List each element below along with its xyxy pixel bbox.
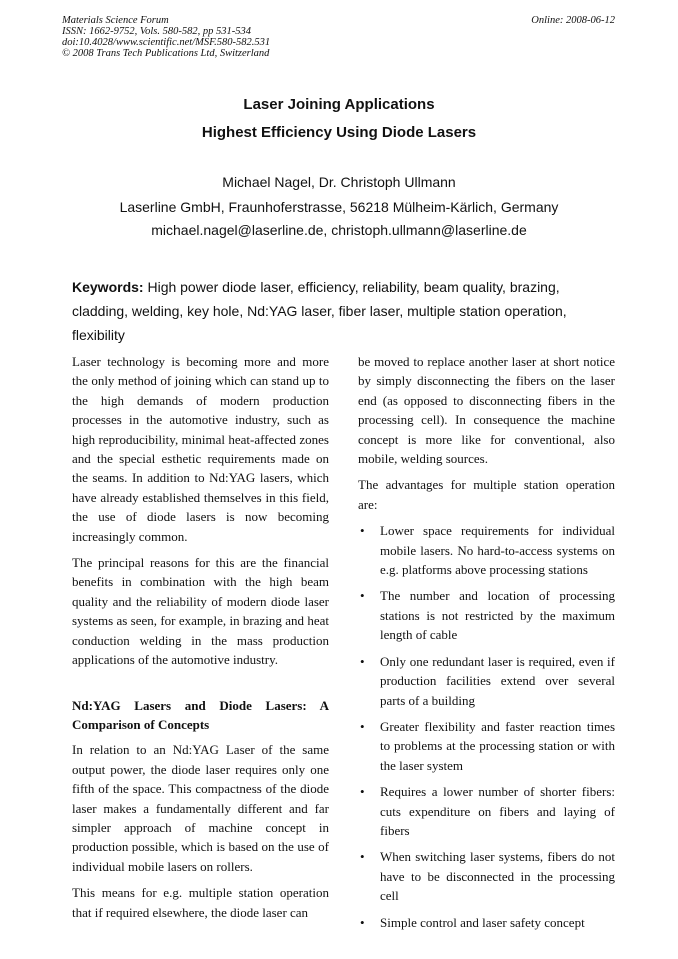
bullet-icon: • xyxy=(360,914,365,930)
paragraph: Laser technology is becoming more and more the only method of joining which can stand up to the high demands of modern production processes in the automotive industry, such as high reproducibility, minimal heat-affected zones and the special esthetic requirements made on the seams. In addition to Nd:YAG lasers, which have already established themselves in this field, the use of diode lasers is now becoming increasingly common. xyxy=(72,354,329,544)
paragraph: The principal reasons for this are the financial benefits in combination with the high beam quality and the reliability of modern diode laser systems as seen, for example, in brazing and heat conduction welding in the mass production applications of the automotive industry. xyxy=(72,555,329,668)
journal-header xyxy=(62,15,270,59)
list-item-text: Lower space requirements for individual mobile lasers. No hard-to-access systems on e.g. platforms above processing stations xyxy=(380,523,615,578)
list-item-text: The number and location of processing stations is not restricted by the maximum length of cable xyxy=(380,588,615,643)
issn: ISSN: 1662-9752, Vols. 580-582, pp 531-534 xyxy=(62,26,251,37)
author-names: Michael Nagel, Dr. Christoph Ullmann xyxy=(222,174,456,190)
list-item xyxy=(358,847,615,905)
list-item-text: Only one redundant laser is required, even if production facilities extend over several parts of a building xyxy=(380,653,615,708)
paragraph: In relation to an Nd:YAG Laser of the same output power, the diode laser requires only one fifth of the space. This compactness of the diode laser makes a fundamentally different and far simpler approach of machine concept in production possible, which is based on the use of individual mobile lasers on rollers. xyxy=(72,742,329,874)
bullet-icon: • xyxy=(360,784,365,800)
left-column xyxy=(72,352,329,922)
paragraph-continued xyxy=(358,352,615,468)
title-line-1: Laser Joining Applications xyxy=(243,96,435,113)
doi: doi:10.4028/www.scientific.net/MSF.580-582.531 xyxy=(62,37,271,48)
right-column xyxy=(358,352,615,939)
keywords-text: High power diode laser, efficiency, reliability, beam quality, brazing, cladding, welding, key hole, Nd:YAG laser, fiber laser, multiple station operation, flexibility xyxy=(72,279,567,343)
affiliation: Laserline GmbH, Fraunhoferstrasse, 56218 Mülheim-Kärlich, Germany xyxy=(119,199,559,215)
journal-name: Materials Science Forum xyxy=(62,15,169,26)
list-item xyxy=(358,521,615,579)
list-item-text: Greater flexibility and faster reaction times to problems at the processing station or with the laser system xyxy=(380,718,615,773)
bullet-icon: • xyxy=(360,523,365,539)
online-date: Online: 2008-06-12 xyxy=(531,15,615,26)
advantages-list xyxy=(358,521,615,932)
section-heading: Nd:YAG Lasers and Diode Lasers: A Comparison of Concepts xyxy=(72,697,329,732)
list-item-text: Requires a lower number of shorter fibers: cuts expenditure on fibers and laying of fibers xyxy=(380,784,615,838)
list-item-text: When switching laser systems, fibers do not have to be disconnected in the processing cell xyxy=(380,849,615,904)
bullet-icon: • xyxy=(360,718,365,734)
copyright: © 2008 Trans Tech Publications Ltd, Switzerland xyxy=(62,48,270,59)
paragraph-continuation-text: be moved to replace another laser at short notice by simply disconnecting the fibers on the laser end (as opposed to disconnecting fibers in the processing cell). In consequence the machine concept is more like for conventional, also mobile, welding sources. xyxy=(358,354,615,467)
list-item-text: Simple control and laser safety concept xyxy=(380,914,585,930)
list-item xyxy=(358,652,615,710)
list-item xyxy=(358,586,615,644)
bullet-icon: • xyxy=(360,849,365,865)
paragraph: This means for e.g. multiple station operation that if required elsewhere, the diode laser can xyxy=(72,885,329,920)
bullet-icon: • xyxy=(360,588,365,604)
title-line-2: Highest Efficiency Using Diode Lasers xyxy=(201,124,477,141)
list-item xyxy=(358,717,615,775)
list-item xyxy=(358,782,615,840)
author-emails: michael.nagel@laserline.de, christoph.ullmann@laserline.de xyxy=(151,222,527,238)
bullet-icon: • xyxy=(360,653,365,669)
keywords xyxy=(72,275,616,347)
list-item xyxy=(358,913,615,932)
paragraph: The advantages for multiple station operation are: xyxy=(358,477,615,512)
keywords-label: Keywords: xyxy=(72,279,144,295)
